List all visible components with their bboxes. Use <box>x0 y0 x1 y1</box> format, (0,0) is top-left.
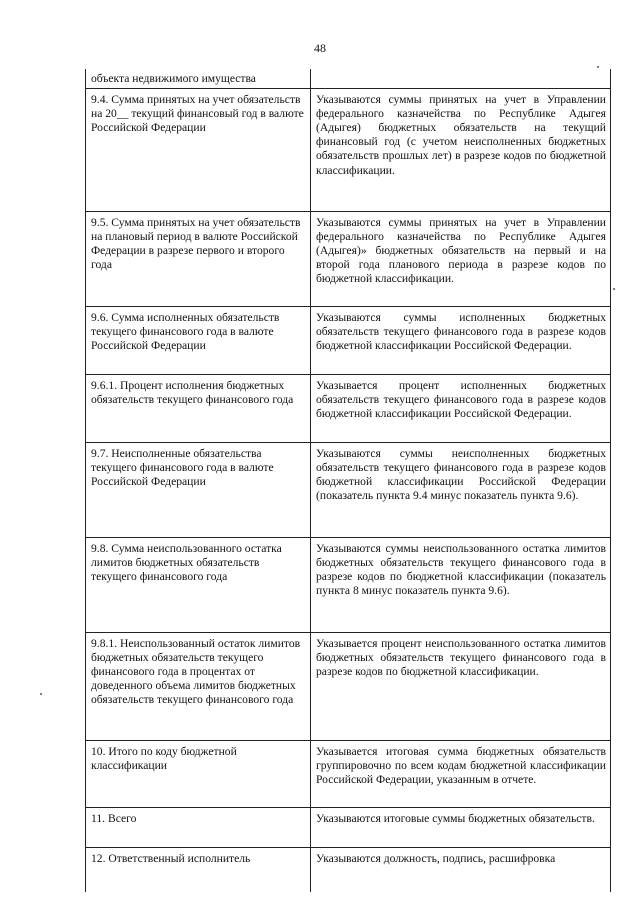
table-row <box>86 741 611 808</box>
scan-speck <box>613 288 615 290</box>
table-row <box>86 69 611 89</box>
table-row <box>86 538 611 633</box>
table-row <box>86 89 611 212</box>
description-cell: Указываются суммы неисполненных бюджетных обязательств текущего финансового года в разрезе кодов бюджетной классификации Российской Федерации (показатель пункта 9.4 минус показатель пункта 9.6). <box>311 443 611 538</box>
description-cell: Указываются итоговые суммы бюджетных обязательств. <box>311 808 611 848</box>
table-row <box>86 307 611 375</box>
scan-speck <box>597 66 599 68</box>
field-cell: 12. Ответственный исполнитель <box>86 848 311 893</box>
field-cell: 11. Всего <box>86 808 311 848</box>
reporting-fields-table <box>85 69 611 892</box>
field-cell: 9.8.1. Неиспользованный остаток лимитов бюджетных обязательств текущего финансового года в процентах от доведенного объема лимитов бюджетных обязательств текущего финансового года <box>86 633 311 741</box>
description-cell: Указывается процент исполненных бюджетных обязательств текущего финансового года в разрезе кодов бюджетной классификации Российской Федерации. <box>311 375 611 443</box>
description-cell: Указывается процент неиспользованного остатка лимитов бюджетных обязательств текущего финансового года в разрезе кодов по бюджетной классификации. <box>311 633 611 741</box>
field-cell: 9.5. Сумма принятых на учет обязательств на плановый период в валюте Российской Федерации в разрезе первого и второго года <box>86 212 311 307</box>
description-cell: Указывается итоговая сумма бюджетных обязательств группировочно по всем кодам бюджетной классификации Российской Федерации, указанным в отчете. <box>311 741 611 808</box>
description-cell: Указываются суммы неиспользованного остатка лимитов бюджетных обязательств текущего финансового года в разрезе кодов по бюджетной классификации (показатель пункта 8 минус показатель пункта 9.6). <box>311 538 611 633</box>
description-cell: Указываются должность, подпись, расшифровка <box>311 848 611 893</box>
page-number: 48 <box>314 41 326 55</box>
table-row <box>86 848 611 893</box>
field-cell: 9.7. Неисполненные обязательства текущего финансового года в валюте Российской Федерации <box>86 443 311 538</box>
scan-speck <box>40 693 42 695</box>
description-cell <box>311 69 611 89</box>
description-cell: Указываются суммы исполненных бюджетных обязательств текущего финансового года в разрезе кодов бюджетной классификации Российской Федерации. <box>311 307 611 375</box>
table-row <box>86 212 611 307</box>
field-cell: 9.6.1. Процент исполнения бюджетных обязательств текущего финансового года <box>86 375 311 443</box>
field-cell: 10. Итого по коду бюджетной классификации <box>86 741 311 808</box>
description-cell: Указываются суммы принятых на учет в Управлении федерального казначейства по Республике Адыгея (Адыгея)» бюджетных обязательств на первый и на второй года планового периода в разрезе кодов по бюджетной классификации. <box>311 212 611 307</box>
table-row <box>86 633 611 741</box>
field-cell: 9.8. Сумма неиспользованного остатка лимитов бюджетных обязательств текущего финансового года <box>86 538 311 633</box>
description-cell: Указываются суммы принятых на учет в Управлении федерального казначейства по Республике Адыгея (Адыгея) бюджетных обязательств на текущий финансовый год (с учетом неисполненных бюджетных обязательств прошлых лет) в разрезе кодов по бюджетной классификации. <box>311 89 611 212</box>
field-cell: объекта недвижимого имущества <box>86 69 311 89</box>
table-row <box>86 375 611 443</box>
field-cell: 9.6. Сумма исполненных обязательств текущего финансового года в валюте Российской Федерации <box>86 307 311 375</box>
table-row <box>86 808 611 848</box>
field-cell: 9.4. Сумма принятых на учет обязательств на 20__ текущий финансовый год в валюте Российской Федерации <box>86 89 311 212</box>
table-row <box>86 443 611 538</box>
